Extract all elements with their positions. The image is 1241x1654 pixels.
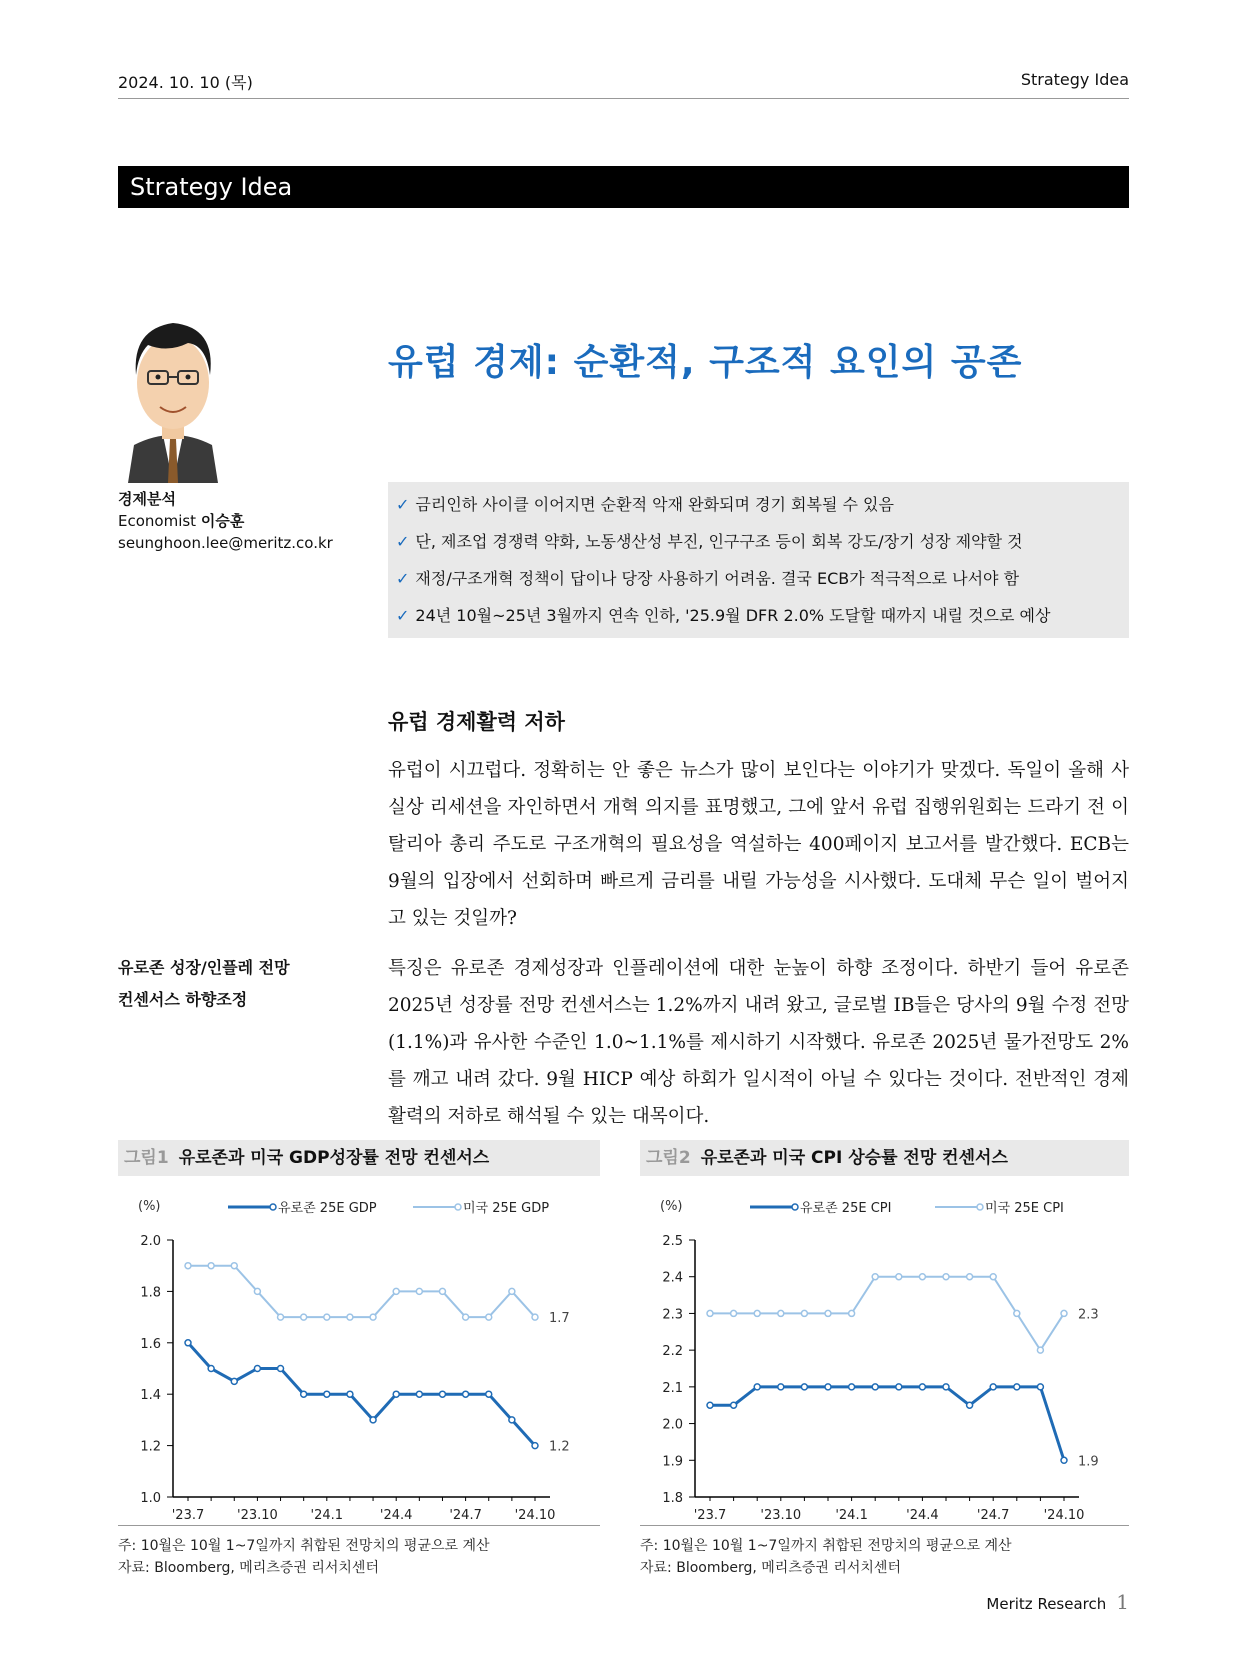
data-point [347,1391,353,1397]
y-tick-label: 1.4 [140,1388,161,1404]
data-point [896,1274,902,1280]
summary-text: 재정/구조개혁 정책이 답이나 당장 사용하기 어려움. 결국 ECB가 적극적으로 나서야 함 [415,569,1020,588]
figure1-chart [118,1185,600,1530]
x-tick-label: '24.10 [1043,1508,1085,1523]
data-point [393,1288,399,1294]
data-point [754,1310,760,1316]
figure1-source: 자료: Bloomberg, 메리츠증권 리서치센터 [118,1560,379,1576]
data-point [919,1384,925,1390]
data-point [324,1391,330,1397]
series-line [710,1387,1064,1460]
end-value-label: 1.2 [549,1439,570,1455]
data-point [439,1288,445,1294]
author-dept: 경제분석 [118,490,176,508]
y-tick-label: 1.8 [662,1491,683,1506]
figure1-divider [118,1525,600,1526]
data-point [486,1391,492,1397]
data-point [416,1391,422,1397]
y-tick-label: 2.0 [662,1417,683,1433]
summary-text: 단, 제조업 경쟁력 약화, 노동생산성 부진, 인구구조 등이 회복 강도/장기 성장 제약할 것 [415,532,1023,551]
data-point [278,1366,284,1372]
figure2-header [640,1140,1129,1176]
summary-item [388,523,1129,560]
x-tick-label: '24.10 [514,1508,556,1523]
data-point [872,1274,878,1280]
data-point [231,1378,237,1384]
x-tick-label: '24.4 [379,1508,413,1523]
summary-text: 24년 10월~25년 3월까지 연속 인하, '25.9월 DFR 2.0% 도달할 때까지 내릴 것으로 예상 [415,606,1051,625]
figure1-title: 유로존과 미국 GDP성장률 전망 컨센서스 [178,1148,490,1168]
legend-label: 미국 25E GDP [463,1201,550,1216]
data-point [731,1402,737,1408]
data-point [324,1314,330,1320]
author-caricature [118,305,228,483]
data-point [231,1263,237,1269]
data-point [185,1263,191,1269]
data-point [990,1274,996,1280]
data-point [370,1417,376,1423]
data-point [254,1288,260,1294]
x-tick-label: '24.1 [310,1508,344,1523]
data-point [967,1402,973,1408]
data-point [872,1384,878,1390]
data-point [801,1384,807,1390]
figure2-note: 주: 10월은 10월 1~7일까지 취합된 전망치의 평균으로 계산 [640,1538,1012,1554]
footer [986,1590,1129,1614]
data-point [463,1391,469,1397]
figure2-divider [640,1525,1129,1526]
data-point [1014,1310,1020,1316]
y-tick-label: 1.9 [662,1454,683,1470]
data-point [707,1310,713,1316]
checkmark-icon: ✓ [396,606,410,625]
checkmark-icon: ✓ [396,532,410,551]
data-point [208,1366,214,1372]
data-point [919,1274,925,1280]
sidenote-line2: 컨센서스 하향조정 [118,990,248,1009]
y-unit-label: (%) [660,1199,683,1214]
data-point [301,1391,307,1397]
data-point [943,1384,949,1390]
figure1-notes [118,1535,490,1579]
data-point [278,1314,284,1320]
footer-brand: Meritz Research [986,1595,1107,1613]
y-tick-label: 1.2 [140,1439,161,1455]
x-tick-label: '23.7 [171,1508,205,1523]
checkmark-icon: ✓ [396,495,410,514]
data-point [301,1314,307,1320]
x-tick-label: '24.7 [449,1508,482,1523]
author-block [118,488,333,554]
y-tick-label: 2.0 [140,1234,161,1249]
summary-box [388,482,1129,638]
data-point [439,1391,445,1397]
header-divider [118,98,1129,99]
header-section: Strategy Idea [1020,70,1129,89]
author-name: 이승훈 [200,512,245,530]
figure2-chart [640,1185,1129,1530]
data-point [370,1314,376,1320]
y-tick-label: 2.3 [662,1307,683,1323]
report-title: 유럽 경제: 순환적, 구조적 요인의 공존 [388,342,1023,383]
figure2-number: 그림2 [646,1148,691,1168]
data-point [509,1417,515,1423]
data-point [185,1340,191,1346]
y-tick-label: 2.1 [662,1380,683,1396]
series-line [188,1343,535,1446]
data-point [825,1384,831,1390]
data-point [463,1314,469,1320]
y-tick-label: 2.2 [662,1344,683,1360]
data-point [849,1384,855,1390]
checkmark-icon: ✓ [396,569,410,588]
legend-label: 미국 25E CPI [985,1201,1064,1216]
x-tick-label: '23.10 [760,1508,802,1523]
paragraph-1: 유럽이 시끄럽다. 정확히는 안 좋은 뉴스가 많이 보인다는 이야기가 맞겠다. 독일이 올해 사실상 리세션을 자인하면서 개혁 의지를 표명했고, 그에 앞서 유럽 집행위원회는 드라기 전 이탈리아 총리 주도로 구조개혁의 필요성을 역설하는 400페이지 보고서를 발간했다. ECB는 9월의 입장에서 선회하며 빠르게 금리를 내릴 가능성을 시사했다. 도대체 무슨 일이 벌어지고 있는 것일까? [388,760,1129,929]
y-tick-label: 2.4 [662,1270,683,1286]
legend-marker [270,1204,276,1210]
author-role-line [118,510,333,532]
data-point [254,1366,260,1372]
series-line [188,1266,535,1317]
data-point [347,1314,353,1320]
data-point [778,1384,784,1390]
data-point [754,1384,760,1390]
x-tick-label: '24.7 [976,1508,1010,1523]
data-point [731,1310,737,1316]
author-role: Economist [118,512,197,530]
y-tick-label: 1.8 [140,1285,161,1301]
data-point [801,1310,807,1316]
figure2-source: 자료: Bloomberg, 메리츠증권 리서치센터 [640,1560,901,1576]
page-number: 1 [1116,1590,1129,1614]
data-point [943,1274,949,1280]
figure2-title: 유로존과 미국 CPI 상승률 전망 컨센서스 [700,1148,1008,1168]
end-value-label: 2.3 [1078,1307,1099,1323]
sidenote [118,952,290,1016]
data-point [509,1288,515,1294]
data-point [486,1314,492,1320]
data-point [707,1402,713,1408]
legend-marker [792,1204,798,1210]
data-point [990,1384,996,1390]
summary-text: 금리인하 사이클 이어지면 순환적 악재 완화되며 경기 회복될 수 있음 [415,495,894,514]
header-date: 2024. 10. 10 (목) [118,73,253,92]
figure2-notes [640,1535,1012,1579]
data-point [825,1310,831,1316]
data-point [1037,1384,1043,1390]
section-banner: Strategy Idea [118,166,1129,208]
data-point [1061,1310,1067,1316]
x-tick-label: '23.7 [693,1508,727,1523]
y-tick-label: 1.6 [140,1336,161,1352]
section-title: 유럽 경제활력 저하 [388,710,565,734]
x-tick-label: '24.4 [906,1508,939,1523]
end-value-label: 1.7 [549,1311,570,1327]
x-tick-label: '24.1 [835,1508,868,1523]
data-point [1037,1347,1043,1353]
data-point [1061,1457,1067,1463]
data-point [1014,1384,1020,1390]
data-point [532,1314,538,1320]
data-point [778,1310,784,1316]
figure1-note: 주: 10월은 10월 1~7일까지 취합된 전망치의 평균으로 계산 [118,1538,490,1554]
data-point [896,1384,902,1390]
figure1-number: 그림1 [124,1148,169,1168]
summary-item [388,560,1129,597]
legend-marker [455,1204,461,1210]
y-tick-label: 1.0 [140,1491,161,1506]
data-point [208,1263,214,1269]
x-tick-label: '23.10 [237,1508,278,1523]
data-point [393,1391,399,1397]
series-line [710,1277,1064,1350]
data-point [416,1288,422,1294]
summary-item [388,597,1129,634]
figure1-header [118,1140,600,1176]
sidenote-line1: 유로존 성장/인플레 전망 [118,958,290,977]
y-unit-label: (%) [138,1199,161,1214]
legend-label: 유로존 25E CPI [800,1201,892,1216]
paragraph-2: 특징은 유로존 경제성장과 인플레이션에 대한 눈높이 하향 조정이다. 하반기 들어 유로존 2025년 성장률 전망 컨센서스는 1.2%까지 내려 왔고, 글로벌 IB들은 당사의 9월 수정 전망(1.1%)과 유사한 수준인 1.0~1.1%를 제시하기 시작했다. 유로존 2025년 물가전망도 2%를 깨고 내려 갔다. 9월 HICP 예상 하회가 일시적이 아닐 수 있다는 것이다. 전반적인 경제활력의 저하로 해석될 수 있는 대목이다. [388,958,1129,1127]
data-point [967,1274,973,1280]
legend-marker [977,1204,983,1210]
author-email: seunghoon.lee@meritz.co.kr [118,534,333,552]
data-point [532,1443,538,1449]
legend-label: 유로존 25E GDP [278,1201,377,1216]
summary-item [388,486,1129,523]
data-point [849,1310,855,1316]
end-value-label: 1.9 [1078,1454,1099,1470]
y-tick-label: 2.5 [662,1234,683,1249]
